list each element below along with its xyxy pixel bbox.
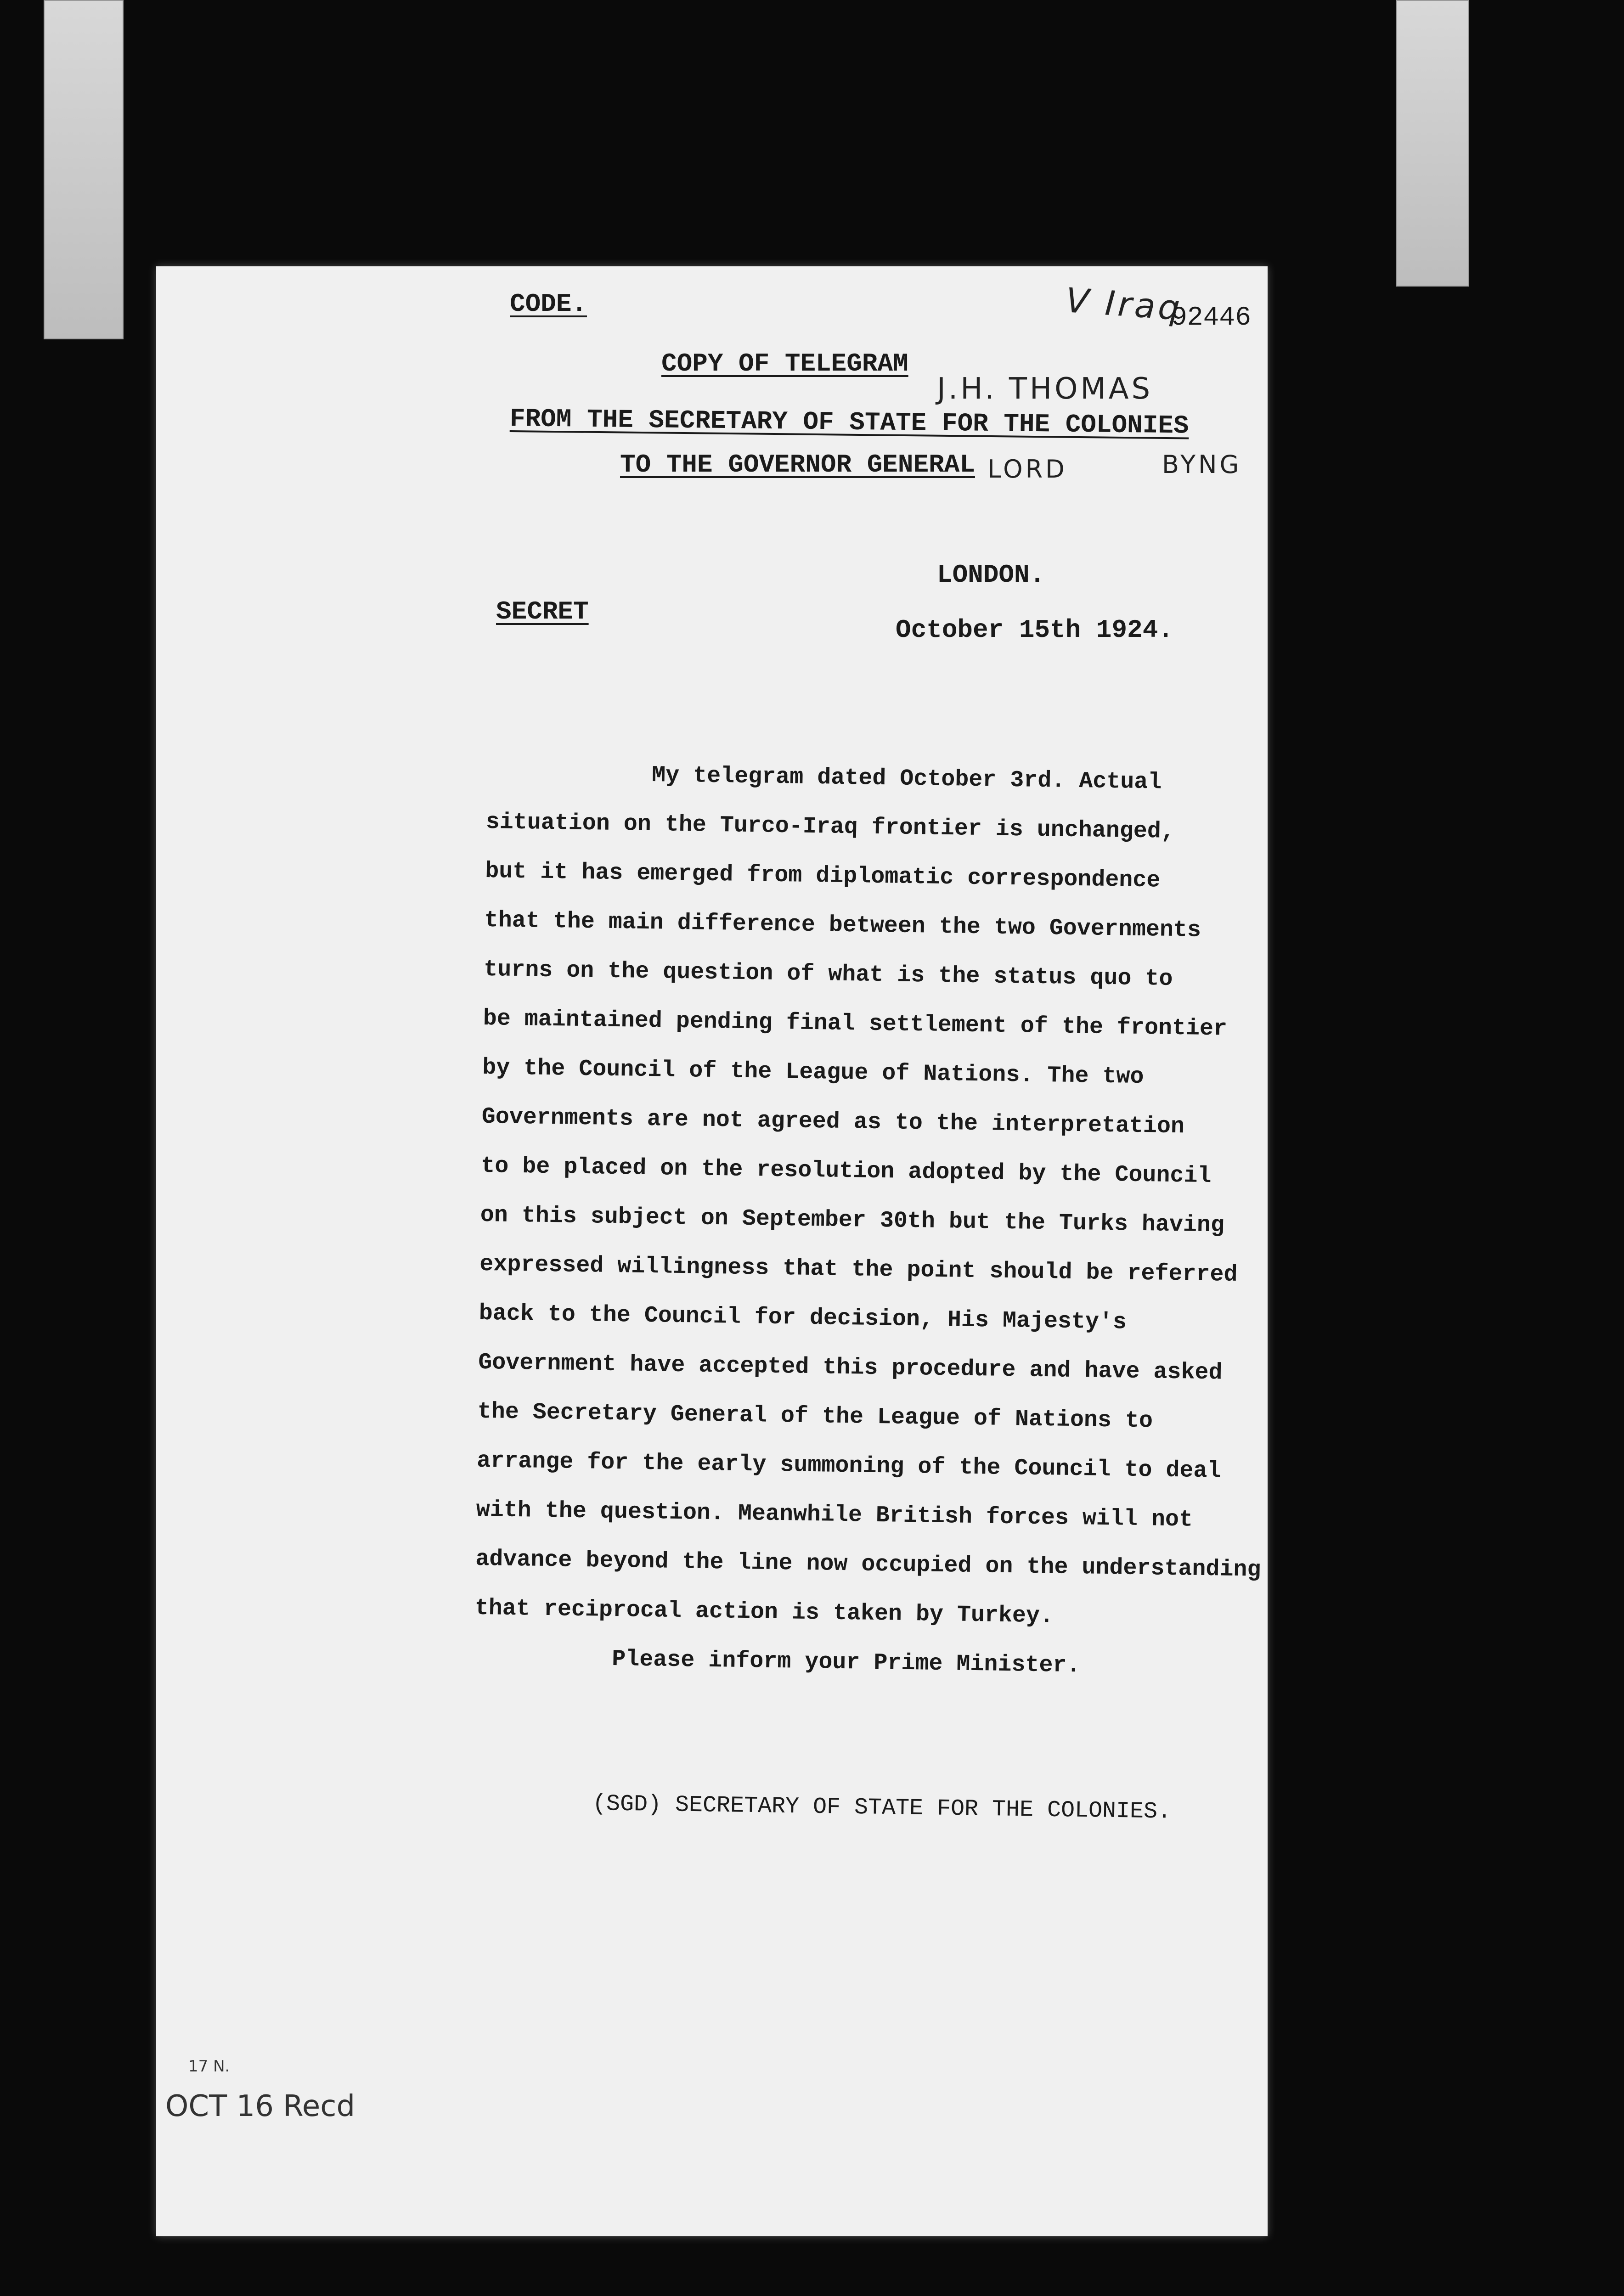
handwritten-recipient-note-byng: BYNG [1162, 450, 1242, 479]
handwritten-recipient-note-lord: LORD [987, 455, 1067, 484]
heading-to: TO THE GOVERNOR GENERAL [620, 450, 975, 479]
signature: (SGD) SECRETARY OF STATE FOR THE COLONIES. [592, 1791, 1172, 1825]
body-line: arrange for the early summoning of the Council to deal [476, 1447, 1221, 1485]
body-line: be maintained pending final settlement of the frontier [483, 1005, 1228, 1042]
body-line: but it has emerged from diplomatic correspondence [485, 858, 1161, 894]
body-line: back to the Council for decision, His Majesty's [479, 1300, 1127, 1336]
body-line: that the main difference between the two Governments [484, 907, 1201, 944]
telegram-body [474, 748, 1277, 1693]
handwritten-sender-note: J.H. THOMAS [937, 372, 1153, 406]
body-line: advance beyond the line now occupied on the understanding [475, 1546, 1261, 1583]
telegram-page [156, 266, 1268, 2236]
tape-strip [1396, 0, 1469, 287]
body-line: that reciprocal action is taken by Turkey. [474, 1595, 1054, 1630]
closing-line: Please inform your Prime Minister. [611, 1646, 1081, 1679]
body-line: Government have accepted this procedure and have asked [478, 1349, 1223, 1386]
heading-from: FROM THE SECRETARY OF STATE FOR THE COLONIES [509, 404, 1189, 441]
classification: SECRET [496, 597, 589, 626]
received-stamp: OCT 16 Recd [165, 2089, 355, 2123]
body-line: turns on the question of what is the status quo to [483, 956, 1173, 992]
received-stamp-note: 17 N. [188, 2057, 230, 2076]
body-line: the Secretary General of the League of Nations to [477, 1398, 1153, 1435]
body-line: My telegram dated October 3rd. Actual [651, 762, 1162, 796]
tape-strip [44, 0, 124, 339]
heading-copy-of-telegram: COPY OF TELEGRAM [661, 349, 908, 378]
body-line: with the question. Meanwhile British forces will not [476, 1497, 1193, 1533]
body-line: expressed willingness that the point should be referred [479, 1251, 1238, 1288]
location: LONDON. [937, 560, 1045, 590]
body-line: to be placed on the resolution adopted by the Council [480, 1153, 1212, 1190]
reference-number: 92446 [1171, 303, 1252, 333]
body-line: by the Council of the League of Nations. The two [482, 1054, 1144, 1091]
body-line: on this subject on September 30th but the Turks having [480, 1202, 1225, 1239]
body-line: situation on the Turco-Iraq frontier is unchanged, [485, 809, 1175, 845]
date: October 15th 1924. [896, 615, 1173, 645]
code-label: CODE. [510, 289, 587, 319]
body-line: Governments are not agreed as to the interpretation [481, 1103, 1185, 1140]
handwritten-file-note: V Iraq [1064, 281, 1184, 328]
